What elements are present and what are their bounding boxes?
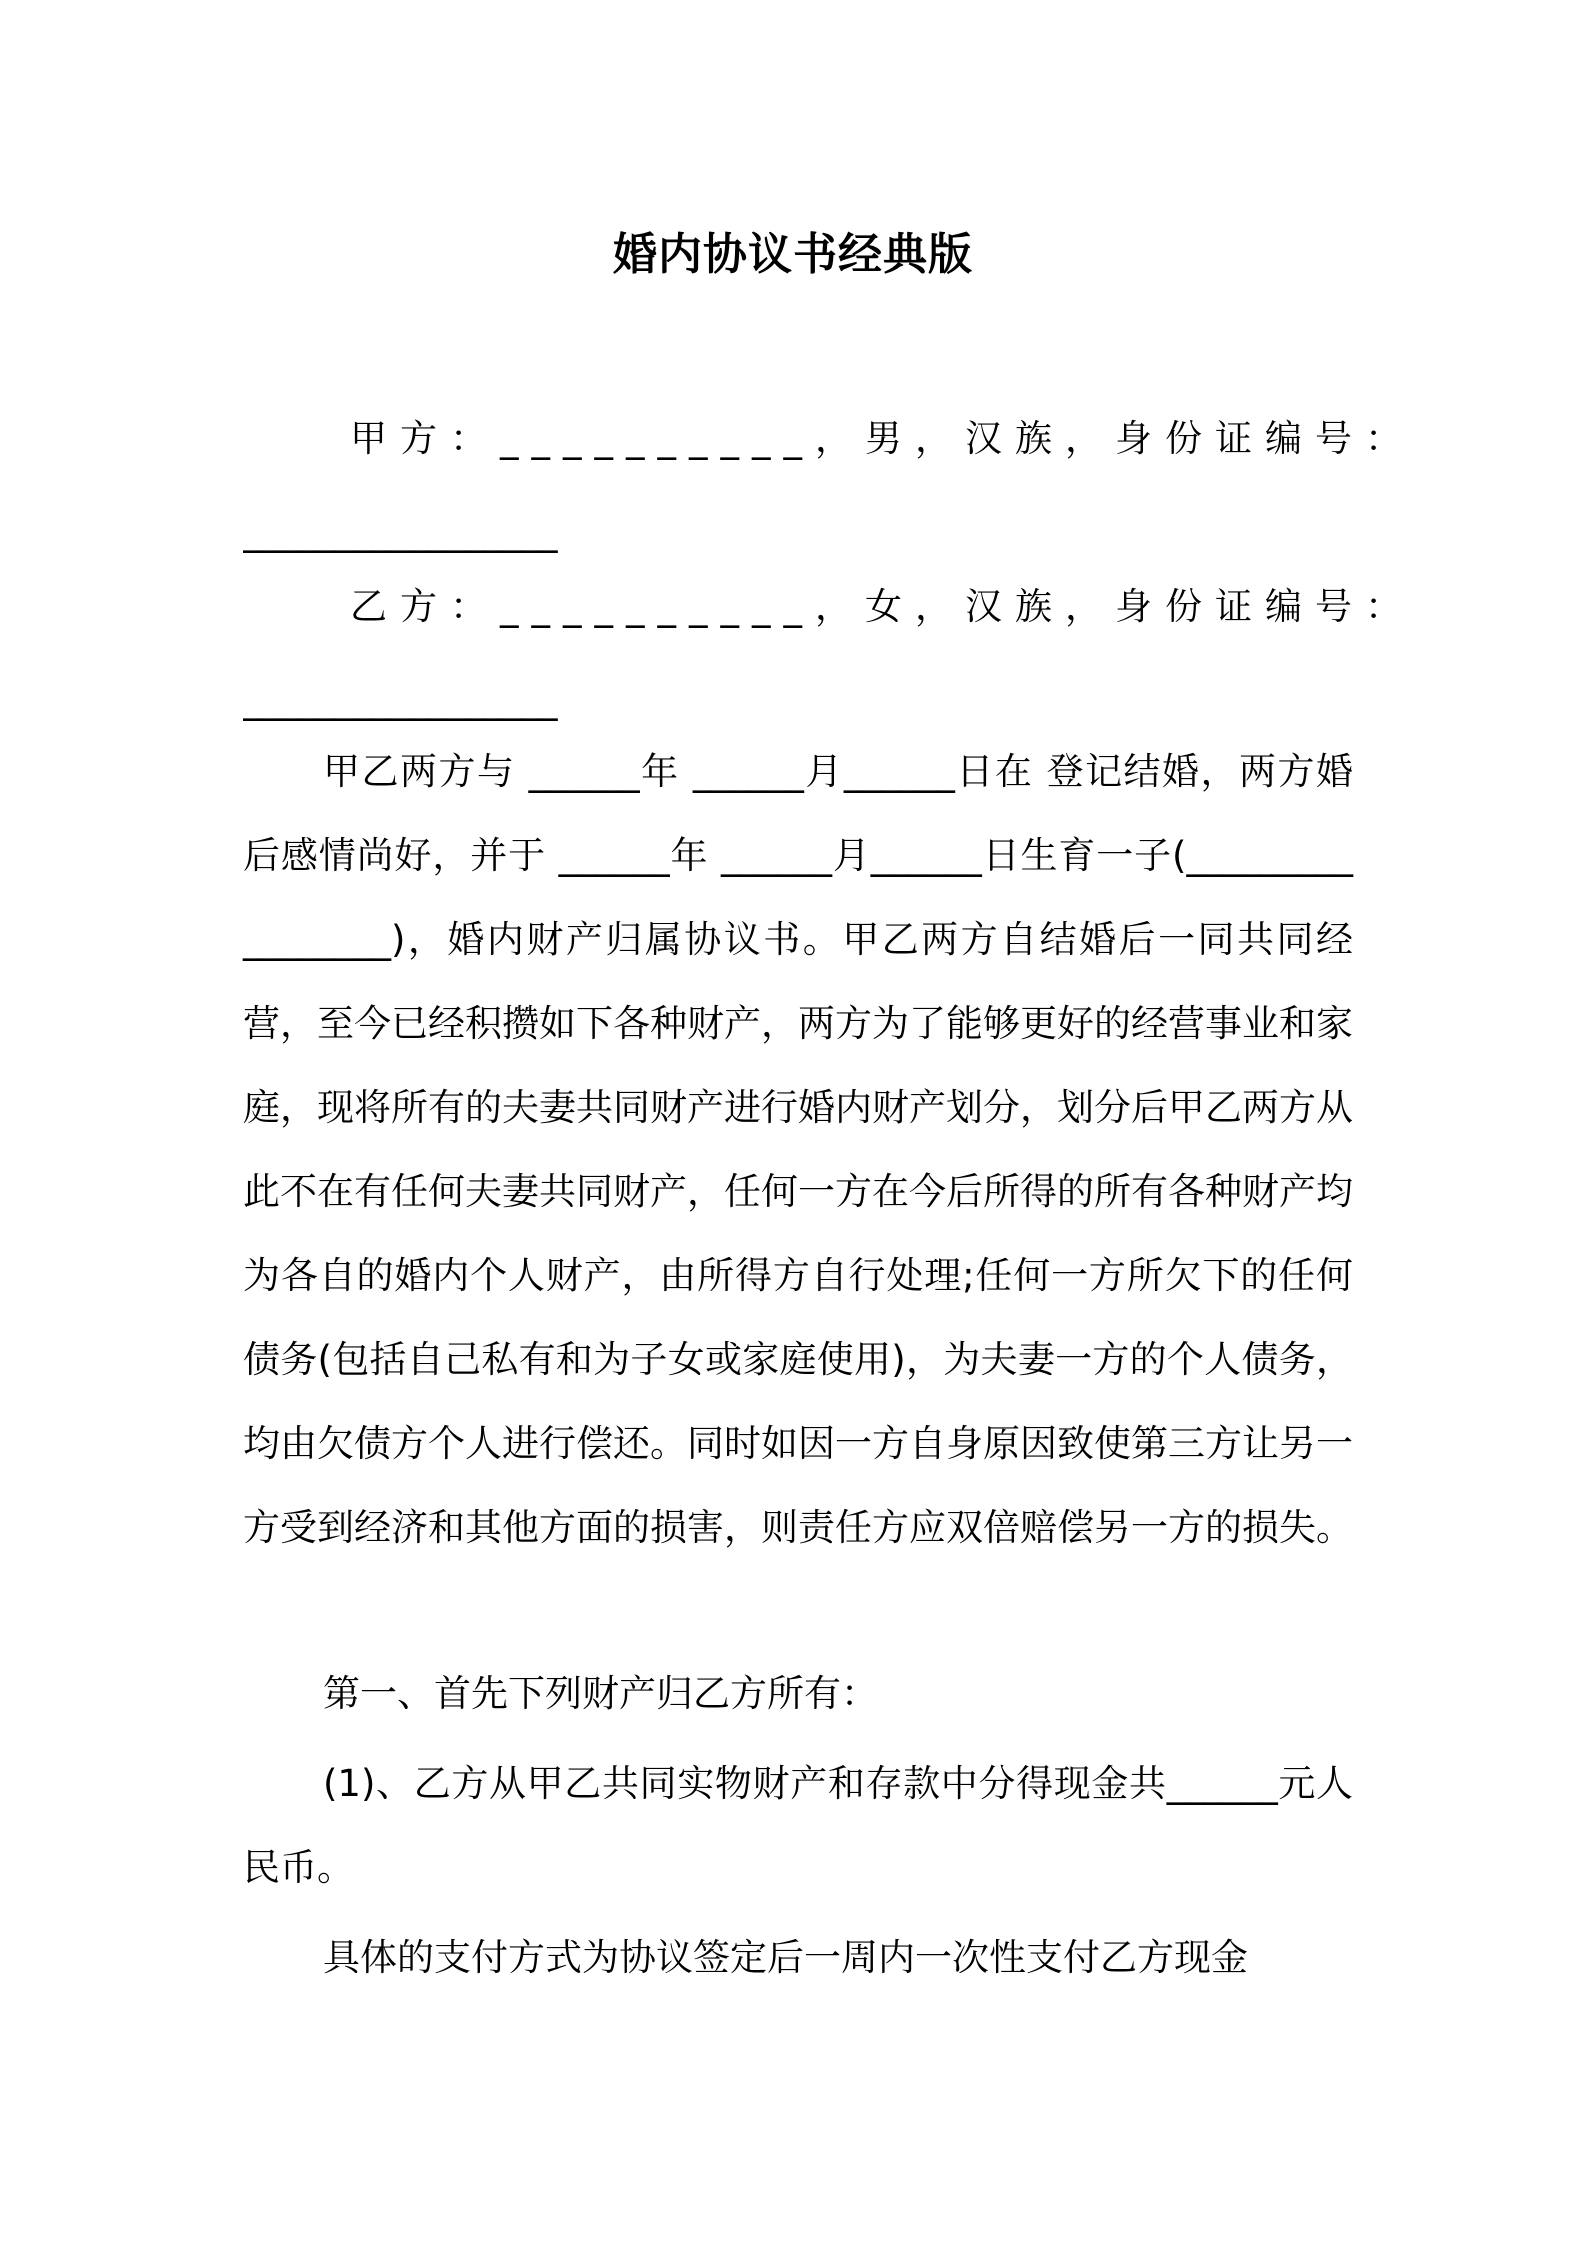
party-a-id-blank: _________________	[243, 510, 558, 553]
payment-method-line: 具体的支付方式为协议签定后一周内一次性支付乙方现金	[323, 1936, 1248, 1979]
clause-item-1: (1)、乙方从甲乙共同实物财产和存款中分得现金共______元人民币。	[243, 1762, 1353, 1889]
party-a-line: 甲方：__________，男，汉族，身份证编号：	[350, 417, 1415, 460]
document-title: 婚内协议书经典版	[613, 229, 973, 280]
party-b-id-blank: _________________	[243, 678, 558, 721]
marriage-property-paragraph: 甲乙两方与 ______年 ______月______日在 登记结婚，两方婚后感情尚好，并于 ______年 ______月______日生育一子(_________________)，婚内财产归属协议书。甲乙两方自结婚后一同共同经营，至今已经积攒如下各种财产，两方为了能够更好的经营事业和家庭，现将所有的夫妻共同财产进行婚内财产划分，划分后甲乙两方从此不在有任何夫妻共同财产，任何一方在今后所得的所有各种财产均为各自的婚内个人财产，由所得方自行处理;任何一方所欠下的任何债务(包括自己私有和为子女或家庭使用)，为夫妻一方的个人债务，均由欠债方个人进行偿还。同时如因一方自身原因致使第三方让另一方受到经济和其他方面的损害，则责任方应双倍赔偿另一方的损失。	[243, 750, 1353, 1549]
party-b-line: 乙方：__________，女，汉族，身份证编号：	[350, 585, 1415, 628]
first-clause-heading: 第一、首先下列财产归乙方所有：	[323, 1672, 878, 1715]
